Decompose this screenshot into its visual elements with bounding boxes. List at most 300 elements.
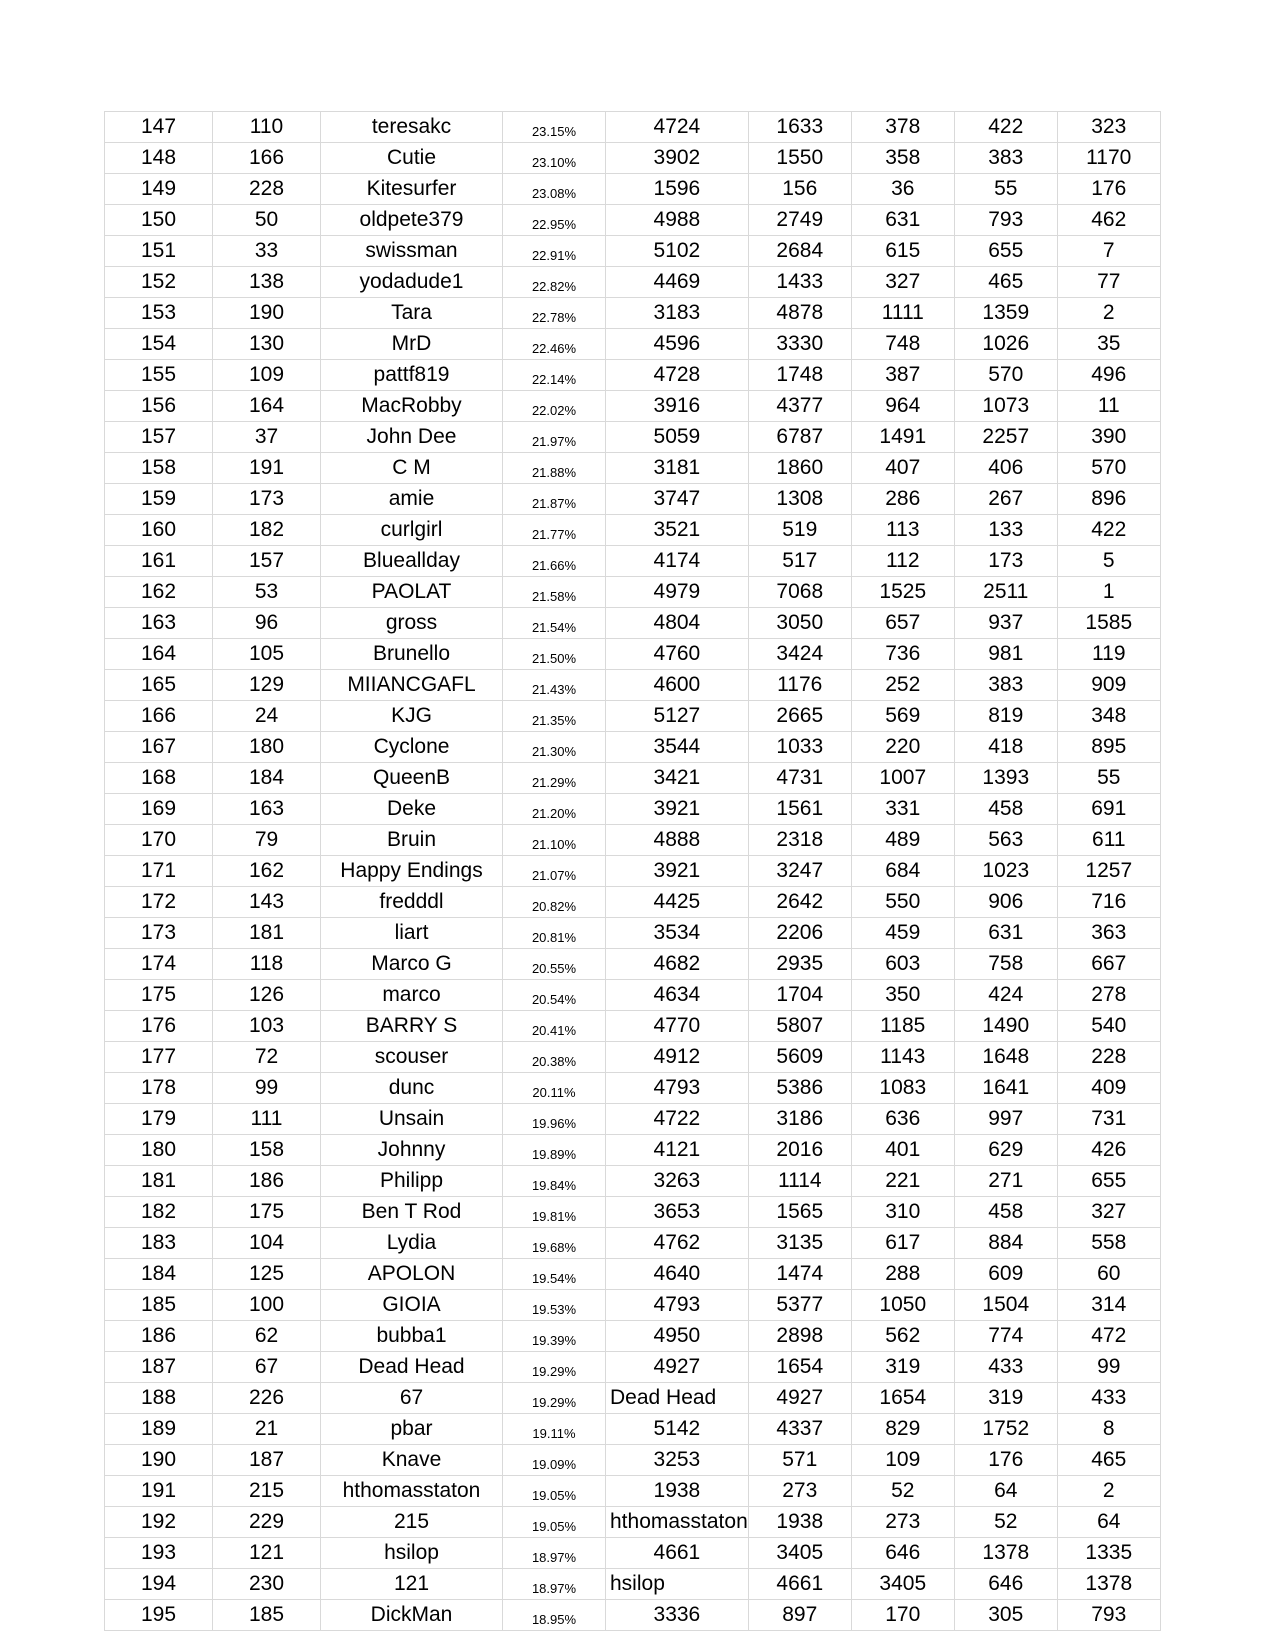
col6-cell: 1474 [748, 1259, 851, 1290]
col9-cell: 314 [1057, 1290, 1160, 1321]
percent-cell: 19.29% [503, 1383, 606, 1414]
name-cell: John Dee [321, 422, 503, 453]
percent-cell: 23.15% [503, 112, 606, 143]
rank-cell: 174 [105, 949, 213, 980]
rank-cell: 183 [105, 1228, 213, 1259]
percent-cell: 19.53% [503, 1290, 606, 1321]
col7-cell: 36 [851, 174, 954, 205]
col5-cell: 5102 [606, 236, 749, 267]
col7-cell: 1185 [851, 1011, 954, 1042]
table-row [105, 1352, 1161, 1383]
col5-cell: 4661 [606, 1538, 749, 1569]
col8-cell: 819 [954, 701, 1057, 732]
col6-cell: 3330 [748, 329, 851, 360]
percent-cell: 23.10% [503, 143, 606, 174]
table-row [105, 1569, 1161, 1600]
col8-cell: 1648 [954, 1042, 1057, 1073]
table-row [105, 1290, 1161, 1321]
table-row [105, 1507, 1161, 1538]
col6-cell: 4661 [748, 1569, 851, 1600]
col7-cell: 286 [851, 484, 954, 515]
col9-cell: 5 [1057, 546, 1160, 577]
percent-cell: 21.10% [503, 825, 606, 856]
col9-cell: 895 [1057, 732, 1160, 763]
rank-cell: 186 [105, 1321, 213, 1352]
id-cell: 186 [213, 1166, 321, 1197]
col6-cell: 1748 [748, 360, 851, 391]
id-cell: 53 [213, 577, 321, 608]
col7-cell: 964 [851, 391, 954, 422]
name-cell: Happy Endings [321, 856, 503, 887]
rank-cell: 164 [105, 639, 213, 670]
col8-cell: 1023 [954, 856, 1057, 887]
col8-cell: 422 [954, 112, 1057, 143]
percent-cell: 19.29% [503, 1352, 606, 1383]
name-cell: swissman [321, 236, 503, 267]
col9-cell: 462 [1057, 205, 1160, 236]
percent-cell: 22.46% [503, 329, 606, 360]
rank-cell: 193 [105, 1538, 213, 1569]
col9-cell: 348 [1057, 701, 1160, 732]
id-cell: 182 [213, 515, 321, 546]
table-row [105, 1228, 1161, 1259]
name-cell: curlgirl [321, 515, 503, 546]
name-cell: Marco G [321, 949, 503, 980]
col6-cell: 517 [748, 546, 851, 577]
col5-cell: 4762 [606, 1228, 749, 1259]
percent-cell: 21.50% [503, 639, 606, 670]
name-cell: BARRY S [321, 1011, 503, 1042]
col6-cell: 2318 [748, 825, 851, 856]
id-cell: 164 [213, 391, 321, 422]
table-row [105, 608, 1161, 639]
percent-cell: 23.08% [503, 174, 606, 205]
rank-cell: 149 [105, 174, 213, 205]
name-cell: yodadude1 [321, 267, 503, 298]
col8-cell: 458 [954, 794, 1057, 825]
id-cell: 67 [213, 1352, 321, 1383]
id-cell: 191 [213, 453, 321, 484]
col6-cell: 1114 [748, 1166, 851, 1197]
id-cell: 230 [213, 1569, 321, 1600]
table-row [105, 1538, 1161, 1569]
name-cell: pbar [321, 1414, 503, 1445]
rank-cell: 157 [105, 422, 213, 453]
rank-cell: 167 [105, 732, 213, 763]
rank-cell: 169 [105, 794, 213, 825]
col5-cell: 4760 [606, 639, 749, 670]
col9-cell: 2 [1057, 1476, 1160, 1507]
col5-cell: 4469 [606, 267, 749, 298]
col8-cell: 383 [954, 143, 1057, 174]
rank-cell: 148 [105, 143, 213, 174]
percent-cell: 22.95% [503, 205, 606, 236]
col5-cell: 3253 [606, 1445, 749, 1476]
rank-cell: 182 [105, 1197, 213, 1228]
rank-cell: 156 [105, 391, 213, 422]
col9-cell: 1335 [1057, 1538, 1160, 1569]
col9-cell: 35 [1057, 329, 1160, 360]
col8-cell: 173 [954, 546, 1057, 577]
rank-cell: 176 [105, 1011, 213, 1042]
id-cell: 158 [213, 1135, 321, 1166]
rank-cell: 177 [105, 1042, 213, 1073]
col8-cell: 793 [954, 205, 1057, 236]
col7-cell: 327 [851, 267, 954, 298]
col8-cell: 433 [954, 1352, 1057, 1383]
col7-cell: 358 [851, 143, 954, 174]
col8-cell: 418 [954, 732, 1057, 763]
rank-cell: 150 [105, 205, 213, 236]
col6-cell: 3135 [748, 1228, 851, 1259]
col5-cell: 4634 [606, 980, 749, 1011]
col9-cell: 716 [1057, 887, 1160, 918]
percent-cell: 19.11% [503, 1414, 606, 1445]
name-cell: DickMan [321, 1600, 503, 1631]
col9-cell: 691 [1057, 794, 1160, 825]
col6-cell: 1938 [748, 1507, 851, 1538]
col5-cell: 5059 [606, 422, 749, 453]
col9-cell: 465 [1057, 1445, 1160, 1476]
percent-cell: 19.05% [503, 1507, 606, 1538]
table-row [105, 670, 1161, 701]
percent-cell: 20.81% [503, 918, 606, 949]
rank-cell: 155 [105, 360, 213, 391]
rank-cell: 168 [105, 763, 213, 794]
col6-cell: 2898 [748, 1321, 851, 1352]
percent-cell: 20.41% [503, 1011, 606, 1042]
name-cell: Unsain [321, 1104, 503, 1135]
col8-cell: 563 [954, 825, 1057, 856]
name-cell: Lydia [321, 1228, 503, 1259]
col8-cell: 176 [954, 1445, 1057, 1476]
rank-cell: 158 [105, 453, 213, 484]
col9-cell: 176 [1057, 174, 1160, 205]
table-row [105, 763, 1161, 794]
col9-cell: 409 [1057, 1073, 1160, 1104]
name-cell: hsilop [321, 1538, 503, 1569]
id-cell: 190 [213, 298, 321, 329]
col9-cell: 11 [1057, 391, 1160, 422]
col6-cell: 2642 [748, 887, 851, 918]
id-cell: 37 [213, 422, 321, 453]
col7-cell: 459 [851, 918, 954, 949]
col5-cell: 4888 [606, 825, 749, 856]
col8-cell: 133 [954, 515, 1057, 546]
col6-cell: 2665 [748, 701, 851, 732]
id-cell: 105 [213, 639, 321, 670]
table-row [105, 577, 1161, 608]
name-cell: hthomasstaton [321, 1476, 503, 1507]
id-cell: 121 [213, 1538, 321, 1569]
col7-cell: 631 [851, 205, 954, 236]
id-cell: 157 [213, 546, 321, 577]
col9-cell: 1585 [1057, 608, 1160, 639]
table-row [105, 484, 1161, 515]
col8-cell: 1378 [954, 1538, 1057, 1569]
col5-cell: 4988 [606, 205, 749, 236]
col8-cell: 64 [954, 1476, 1057, 1507]
rank-cell: 160 [105, 515, 213, 546]
rank-cell: 184 [105, 1259, 213, 1290]
percent-cell: 21.20% [503, 794, 606, 825]
col8-cell: 937 [954, 608, 1057, 639]
name-cell: MrD [321, 329, 503, 360]
table-row [105, 1383, 1161, 1414]
col6-cell: 5377 [748, 1290, 851, 1321]
col7-cell: 636 [851, 1104, 954, 1135]
rank-cell: 170 [105, 825, 213, 856]
col9-cell: 228 [1057, 1042, 1160, 1073]
col8-cell: 1490 [954, 1011, 1057, 1042]
col6-cell: 4731 [748, 763, 851, 794]
percent-cell: 18.97% [503, 1569, 606, 1600]
rank-cell: 172 [105, 887, 213, 918]
col5-cell: 3902 [606, 143, 749, 174]
name-cell: MacRobby [321, 391, 503, 422]
rank-cell: 159 [105, 484, 213, 515]
name-cell: teresakc [321, 112, 503, 143]
table-row [105, 1321, 1161, 1352]
col8-cell: 570 [954, 360, 1057, 391]
table-row [105, 236, 1161, 267]
id-cell: 187 [213, 1445, 321, 1476]
col5-cell: 3183 [606, 298, 749, 329]
col9-cell: 731 [1057, 1104, 1160, 1135]
col7-cell: 615 [851, 236, 954, 267]
col7-cell: 273 [851, 1507, 954, 1538]
table-row [105, 1073, 1161, 1104]
col5-cell: 4425 [606, 887, 749, 918]
col6-cell: 4878 [748, 298, 851, 329]
col5-cell: 3921 [606, 856, 749, 887]
col8-cell: 906 [954, 887, 1057, 918]
table-row [105, 794, 1161, 825]
col7-cell: 350 [851, 980, 954, 1011]
id-cell: 99 [213, 1073, 321, 1104]
col9-cell: 278 [1057, 980, 1160, 1011]
col8-cell: 383 [954, 670, 1057, 701]
id-cell: 173 [213, 484, 321, 515]
id-cell: 50 [213, 205, 321, 236]
percent-cell: 21.88% [503, 453, 606, 484]
col7-cell: 252 [851, 670, 954, 701]
percent-cell: 19.54% [503, 1259, 606, 1290]
col5-cell: 4121 [606, 1135, 749, 1166]
col6-cell: 1308 [748, 484, 851, 515]
id-cell: 184 [213, 763, 321, 794]
col8-cell: 631 [954, 918, 1057, 949]
percent-cell: 20.55% [503, 949, 606, 980]
id-cell: 143 [213, 887, 321, 918]
col7-cell: 646 [851, 1538, 954, 1569]
rank-cell: 187 [105, 1352, 213, 1383]
col9-cell: 1257 [1057, 856, 1160, 887]
col8-cell: 1752 [954, 1414, 1057, 1445]
col9-cell: 119 [1057, 639, 1160, 670]
id-cell: 185 [213, 1600, 321, 1631]
table-row [105, 1414, 1161, 1445]
col7-cell: 562 [851, 1321, 954, 1352]
col7-cell: 220 [851, 732, 954, 763]
col8-cell: 1641 [954, 1073, 1057, 1104]
col5-cell: 3544 [606, 732, 749, 763]
table-row [105, 1259, 1161, 1290]
name-cell: Bruin [321, 825, 503, 856]
percent-cell: 19.39% [503, 1321, 606, 1352]
col7-cell: 684 [851, 856, 954, 887]
name-cell: gross [321, 608, 503, 639]
percent-cell: 19.68% [503, 1228, 606, 1259]
percent-cell: 22.02% [503, 391, 606, 422]
col8-cell: 465 [954, 267, 1057, 298]
col7-cell: 310 [851, 1197, 954, 1228]
col7-cell: 331 [851, 794, 954, 825]
name-cell: Kitesurfer [321, 174, 503, 205]
table-row [105, 329, 1161, 360]
col6-cell: 1033 [748, 732, 851, 763]
percent-cell: 22.78% [503, 298, 606, 329]
rank-cell: 162 [105, 577, 213, 608]
col7-cell: 617 [851, 1228, 954, 1259]
col9-cell: 655 [1057, 1166, 1160, 1197]
col6-cell: 2206 [748, 918, 851, 949]
col5-cell: 4793 [606, 1290, 749, 1321]
col9-cell: 64 [1057, 1507, 1160, 1538]
id-cell: 109 [213, 360, 321, 391]
table-row [105, 1104, 1161, 1135]
percent-cell: 20.82% [503, 887, 606, 918]
table-row [105, 856, 1161, 887]
table-row [105, 980, 1161, 1011]
col5-cell: 4912 [606, 1042, 749, 1073]
col6-cell: 156 [748, 174, 851, 205]
col5-cell: 1596 [606, 174, 749, 205]
name-cell: Knave [321, 1445, 503, 1476]
col7-cell: 1007 [851, 763, 954, 794]
col6-cell: 1654 [748, 1352, 851, 1383]
percent-cell: 20.38% [503, 1042, 606, 1073]
col9-cell: 1170 [1057, 143, 1160, 174]
rank-cell: 154 [105, 329, 213, 360]
name-cell: QueenB [321, 763, 503, 794]
col5-cell: 4682 [606, 949, 749, 980]
col5-cell: 4596 [606, 329, 749, 360]
col7-cell: 748 [851, 329, 954, 360]
percent-cell: 21.54% [503, 608, 606, 639]
col7-cell: 407 [851, 453, 954, 484]
table-row [105, 298, 1161, 329]
rank-cell: 181 [105, 1166, 213, 1197]
id-cell: 100 [213, 1290, 321, 1321]
percent-cell: 21.87% [503, 484, 606, 515]
rank-cell: 166 [105, 701, 213, 732]
col7-cell: 1525 [851, 577, 954, 608]
col5-cell: 4979 [606, 577, 749, 608]
col8-cell: 1359 [954, 298, 1057, 329]
col5-cell: 3534 [606, 918, 749, 949]
col6-cell: 3405 [748, 1538, 851, 1569]
name-cell: Dead Head [321, 1352, 503, 1383]
col9-cell: 327 [1057, 1197, 1160, 1228]
col7-cell: 3405 [851, 1569, 954, 1600]
col6-cell: 6787 [748, 422, 851, 453]
col7-cell: 112 [851, 546, 954, 577]
rank-cell: 173 [105, 918, 213, 949]
name-cell: bubba1 [321, 1321, 503, 1352]
name-cell: amie [321, 484, 503, 515]
col9-cell: 323 [1057, 112, 1160, 143]
col6-cell: 4377 [748, 391, 851, 422]
col9-cell: 558 [1057, 1228, 1160, 1259]
col5-cell: 4724 [606, 112, 749, 143]
table-row [105, 1476, 1161, 1507]
col7-cell: 221 [851, 1166, 954, 1197]
col9-cell: 793 [1057, 1600, 1160, 1631]
name-cell: Blueallday [321, 546, 503, 577]
col8-cell: 758 [954, 949, 1057, 980]
percent-cell: 21.77% [503, 515, 606, 546]
col8-cell: 884 [954, 1228, 1057, 1259]
rank-cell: 179 [105, 1104, 213, 1135]
col8-cell: 1026 [954, 329, 1057, 360]
rank-cell: 195 [105, 1600, 213, 1631]
col5-cell: 3336 [606, 1600, 749, 1631]
percent-cell: 19.09% [503, 1445, 606, 1476]
rank-cell: 152 [105, 267, 213, 298]
col5-cell: 3653 [606, 1197, 749, 1228]
col8-cell: 655 [954, 236, 1057, 267]
name-cell: marco [321, 980, 503, 1011]
col8-cell: 1504 [954, 1290, 1057, 1321]
table-row [105, 515, 1161, 546]
id-cell: 96 [213, 608, 321, 639]
id-cell: 21 [213, 1414, 321, 1445]
col6-cell: 1433 [748, 267, 851, 298]
table-row [105, 701, 1161, 732]
rank-cell: 189 [105, 1414, 213, 1445]
col7-cell: 387 [851, 360, 954, 391]
table-row [105, 360, 1161, 391]
id-cell: 162 [213, 856, 321, 887]
col5-cell: Dead Head [606, 1383, 749, 1414]
col5-cell: 4722 [606, 1104, 749, 1135]
id-cell: 129 [213, 670, 321, 701]
id-cell: 125 [213, 1259, 321, 1290]
percent-cell: 19.81% [503, 1197, 606, 1228]
col9-cell: 540 [1057, 1011, 1160, 1042]
name-cell: fredddl [321, 887, 503, 918]
table-row [105, 143, 1161, 174]
col8-cell: 271 [954, 1166, 1057, 1197]
col6-cell: 2935 [748, 949, 851, 980]
id-cell: 126 [213, 980, 321, 1011]
id-cell: 229 [213, 1507, 321, 1538]
id-cell: 62 [213, 1321, 321, 1352]
col5-cell: 4927 [606, 1352, 749, 1383]
col5-cell: 5142 [606, 1414, 749, 1445]
table-row [105, 422, 1161, 453]
percent-cell: 19.05% [503, 1476, 606, 1507]
col9-cell: 1378 [1057, 1569, 1160, 1600]
id-cell: 228 [213, 174, 321, 205]
col5-cell: 4804 [606, 608, 749, 639]
col6-cell: 3050 [748, 608, 851, 639]
col9-cell: 77 [1057, 267, 1160, 298]
col6-cell: 571 [748, 1445, 851, 1476]
col7-cell: 109 [851, 1445, 954, 1476]
id-cell: 226 [213, 1383, 321, 1414]
